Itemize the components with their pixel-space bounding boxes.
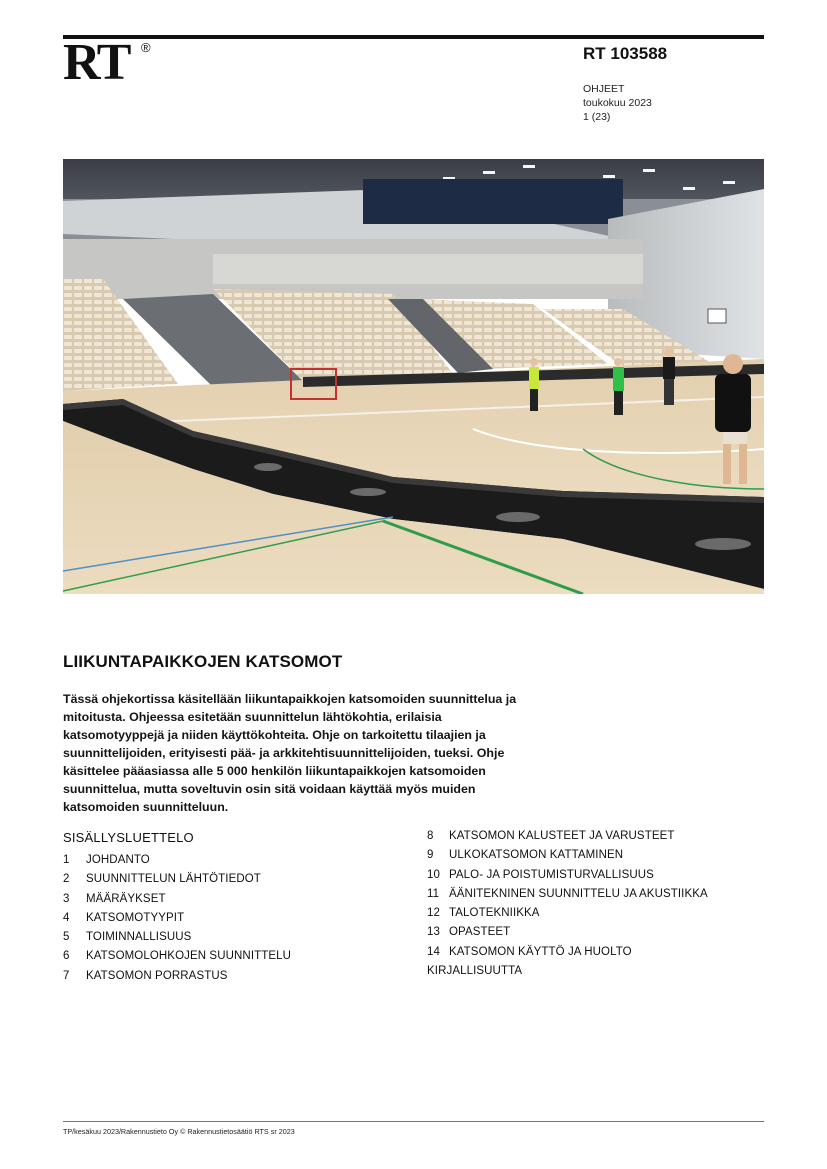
intro-paragraph: Tässä ohjekortissa käsitellään liikuntapaikkojen katsomoiden suunnittelua ja mitoitusta. Ohjeessa esitetään suunnittelun lähtökohtia, erilaisia katsomotyyppejä ja niiden käyttökohteita. Ohje on tarkoitettu tilaajien ja suunnittelijoiden, erityisesti pää- ja arkkitehtisuunnittelijoiden, tueksi. Ohje käsittelee pääasiassa alle 5 000 henkilön liikuntapaikkojen katsomoiden suunnittelua, mutta soveltuvin osin sitä voidaan käyttää myös muiden katsomoiden suunnitteluun. xyxy=(63,692,517,814)
toc-item[interactable] xyxy=(427,943,708,962)
toc-number: 2 xyxy=(63,873,70,886)
toc-label: ÄÄNITEKNINEN SUUNNITTELU JA AKUSTIIKKA xyxy=(449,887,708,900)
footer-rule xyxy=(63,1121,764,1122)
toc-number: 4 xyxy=(63,911,70,924)
rt-logo xyxy=(63,34,151,91)
toc-label: KATSOMON KALUSTEET JA VARUSTEET xyxy=(449,830,675,842)
toc-label: ULKOKATSOMON KATTAMINEN xyxy=(449,849,624,862)
toc-number: 13 xyxy=(427,926,440,939)
document-date: toukokuu 2023 xyxy=(583,97,652,109)
document-meta xyxy=(583,82,652,124)
toc-label: PALO- JA POISTUMISTURVALLISUUS xyxy=(449,868,654,881)
top-rule xyxy=(63,35,764,39)
toc-item[interactable] xyxy=(427,923,708,942)
registered-mark: ® xyxy=(141,40,151,55)
toc-right-column xyxy=(427,827,708,981)
toc-label: MÄÄRÄYKSET xyxy=(86,892,166,905)
toc-number: 14 xyxy=(427,945,440,958)
toc-number: 12 xyxy=(427,907,440,920)
toc-label: OPASTEET xyxy=(449,926,511,939)
sports-hall-photo xyxy=(63,159,764,594)
toc-item[interactable] xyxy=(427,827,708,846)
toc-item[interactable] xyxy=(63,928,291,947)
toc-number: 5 xyxy=(63,931,70,944)
toc-item[interactable] xyxy=(63,909,291,928)
toc-item[interactable] xyxy=(427,866,708,885)
toc-number: 1 xyxy=(63,854,70,866)
document-category: OHJEET xyxy=(583,83,625,95)
toc-item[interactable] xyxy=(63,947,291,966)
toc-item[interactable] xyxy=(63,851,291,870)
toc-item[interactable] xyxy=(427,904,708,923)
toc-label: TALOTEKNIIKKA xyxy=(449,907,540,920)
toc-item[interactable] xyxy=(63,890,291,909)
toc-label: KATSOMOTYYPIT xyxy=(86,911,185,924)
toc-number: 6 xyxy=(63,950,70,963)
toc-left-column xyxy=(63,851,291,986)
document-number: RT 103588 xyxy=(583,44,668,63)
toc-item[interactable] xyxy=(427,885,708,904)
toc-number: 9 xyxy=(427,849,434,862)
page-title: LIIKUNTAPAIKKOJEN KATSOMOT xyxy=(63,652,343,671)
toc-number: 10 xyxy=(427,868,440,881)
toc-label: KATSOMON KÄYTTÖ JA HUOLTO xyxy=(449,945,632,958)
toc-label: SUUNNITTELUN LÄHTÖTIEDOT xyxy=(86,873,261,886)
page-count: 1 (23) xyxy=(583,111,611,123)
logo-text: RT xyxy=(63,34,130,91)
toc-number: 7 xyxy=(63,969,70,982)
toc-number: 3 xyxy=(63,892,70,905)
footer-text: TP/kesäkuu 2023/Rakennustieto Oy © Rakennustietosäätiö RTS sr 2023 xyxy=(63,1127,295,1136)
toc-item[interactable] xyxy=(63,870,291,889)
toc-label: TOIMINNALLISUUS xyxy=(86,931,192,944)
toc-label: KATSOMON PORRASTUS xyxy=(86,969,228,982)
toc-item[interactable] xyxy=(427,846,708,865)
toc-bibliography[interactable]: KIRJALLISUUTTA xyxy=(427,965,523,978)
toc-number: 8 xyxy=(427,830,434,842)
toc-label: JOHDANTO xyxy=(86,854,150,866)
toc-heading: SISÄLLYSLUETTELO xyxy=(63,830,194,845)
toc-label: KATSOMOLOHKOJEN SUUNNITTELU xyxy=(86,950,292,963)
toc-item[interactable] xyxy=(63,967,291,986)
toc-number: 11 xyxy=(427,887,440,900)
